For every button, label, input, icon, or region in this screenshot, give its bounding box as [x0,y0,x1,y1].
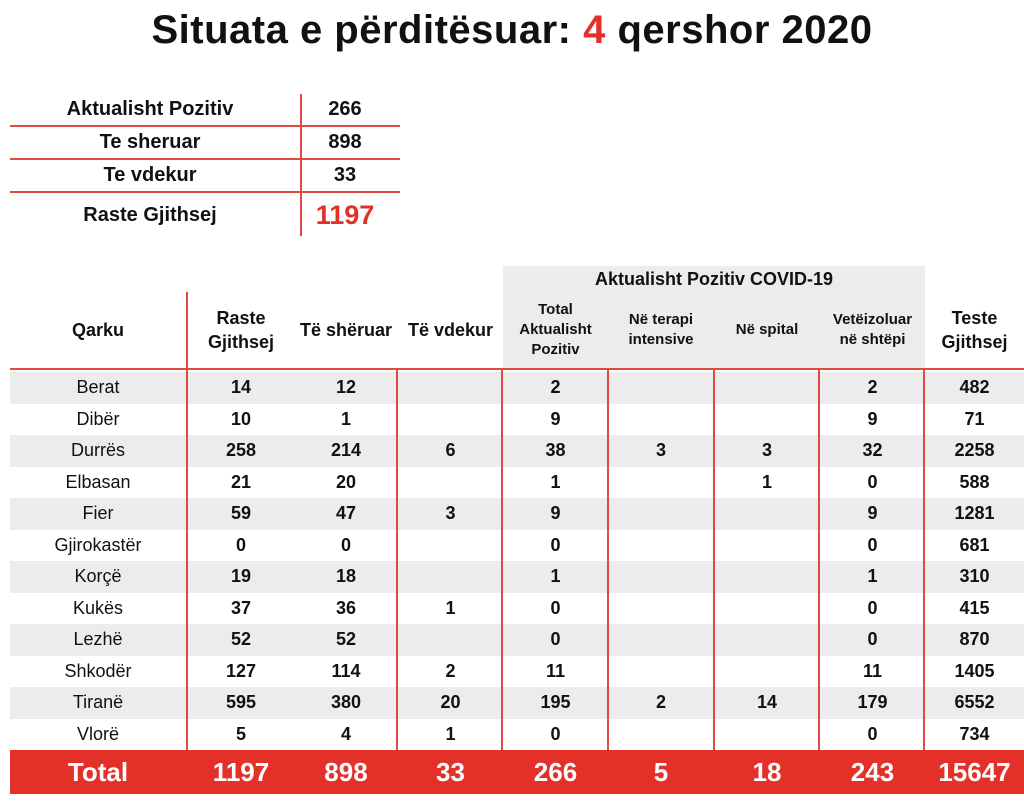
summary-value: 1197 [315,199,375,230]
total-spital: 18 [752,757,782,787]
col-divider [186,292,188,750]
col-header-sheruar: Të shëruar [299,320,393,340]
table-row [10,624,1024,656]
table-row [10,656,1024,688]
total-label: Total [67,757,129,787]
cell-teste: 71 [964,408,985,429]
col-header-teste: Teste Gjithsej [941,308,1008,352]
cell-teste: 310 [959,566,990,587]
cell-raste: 10 [230,408,252,429]
regions-table [10,266,1024,798]
cell-sheruar: 114 [331,660,361,681]
cell-qarku: Elbasan [65,471,131,492]
total-vetizoluar: 243 [850,757,895,787]
col-header-total-pozitiv: Total Aktualisht Pozitiv [503,292,608,368]
table-row [10,372,1024,404]
cell-teste: 1405 [954,660,995,681]
total-sheruar: 898 [324,757,368,787]
summary-label: Te sheruar [99,131,201,153]
summary-value: 33 [333,164,357,186]
col-header-vetizoluar: Vetëizoluar në shtëpi [820,292,925,368]
cell-raste: 5 [235,723,246,744]
col-header-raste: Raste Gjithsej [207,308,274,352]
cell-terapi: 3 [655,440,666,461]
cell-raste: 258 [225,440,257,461]
cell-vetizoluar: 2 [867,377,878,398]
col-header-vdekur: Të vdekur [407,320,494,340]
cell-total-pozitiv: 0 [550,597,561,618]
cell-qarku: Berat [76,377,120,398]
total-pozitiv: 266 [533,757,578,787]
cell-teste: 870 [959,629,990,650]
cell-qarku: Shkodër [64,660,132,681]
cell-teste: 415 [959,597,990,618]
cell-teste: 2258 [954,440,995,461]
cell-vetizoluar: 0 [867,534,878,555]
cell-vdekur: 1 [445,723,456,744]
cell-sheruar: 52 [335,629,357,650]
cell-total-pozitiv: 38 [545,440,566,461]
total-teste: 15647 [938,757,1011,787]
cell-vetizoluar: 11 [862,660,883,681]
table-row [10,530,1024,562]
cell-raste: 19 [230,566,252,587]
cell-total-pozitiv: 0 [550,534,561,555]
cell-raste: 52 [230,629,252,650]
col-divider [396,370,398,750]
cell-spital: 1 [761,471,772,492]
cell-total-pozitiv: 0 [550,629,561,650]
cell-vetizoluar: 0 [867,597,878,618]
table-row [10,719,1024,751]
cell-qarku: Gjirokastër [54,534,142,555]
cell-teste: 588 [959,471,990,492]
cell-total-pozitiv: 9 [550,503,561,524]
page-title [0,8,1024,53]
cell-vetizoluar: 0 [867,629,878,650]
table-row [10,435,1024,467]
cell-teste: 734 [959,723,990,744]
cell-vetizoluar: 179 [857,692,888,713]
col-divider [818,370,820,750]
cell-sheruar: 20 [335,471,357,492]
summary-table [10,94,400,237]
cell-vdekur: 1 [445,597,456,618]
cell-qarku: Korçë [74,566,122,587]
total-vdekur: 33 [436,757,465,787]
summary-row-recovered [10,127,400,160]
cell-sheruar: 36 [335,597,357,618]
cell-vetizoluar: 1 [867,566,878,587]
cell-vetizoluar: 0 [867,471,878,492]
cell-sheruar: 0 [340,534,351,555]
total-raste: 1197 [212,757,270,787]
col-header-spital: Në spital [714,292,820,368]
title-day: 4 [583,8,606,52]
cell-qarku: Tiranë [72,692,124,713]
cell-qarku: Vlorë [76,723,120,744]
total-terapi: 5 [653,757,669,787]
cell-teste: 681 [959,534,990,555]
table-row [10,404,1024,436]
cell-teste: 6552 [954,692,995,713]
cell-raste: 37 [230,597,252,618]
cell-total-pozitiv: 1 [550,566,561,587]
title-suffix: qershor 2020 [617,8,873,52]
cell-vdekur: 3 [445,503,456,524]
cell-sheruar: 1 [340,408,351,429]
cell-qarku: Dibër [76,408,120,429]
cell-raste: 21 [230,471,252,492]
col-divider [607,370,609,750]
table-row [10,561,1024,593]
cell-teste: 1281 [954,503,995,524]
table-row [10,593,1024,625]
cell-raste: 59 [230,503,252,524]
cell-total-pozitiv: 11 [545,660,566,681]
cell-total-pozitiv: 195 [540,692,571,713]
cell-vetizoluar: 9 [867,503,878,524]
cell-total-pozitiv: 0 [550,723,561,744]
cell-qarku: Fier [82,503,114,524]
summary-row-deaths [10,160,400,193]
cell-raste: 127 [225,660,257,681]
col-divider [923,370,925,750]
cell-spital: 3 [761,440,772,461]
table-row [10,687,1024,719]
summary-label: Te vdekur [103,164,197,186]
header-divider [10,368,1024,370]
cell-spital: 14 [756,692,778,713]
summary-row-total [10,193,400,237]
cell-total-pozitiv: 2 [550,377,561,398]
cell-vdekur: 6 [445,440,456,461]
table-row [10,467,1024,499]
cell-qarku: Lezhë [73,629,123,650]
summary-value: 898 [328,131,362,153]
cell-total-pozitiv: 9 [550,408,561,429]
cell-sheruar: 4 [340,723,351,744]
summary-label: Raste Gjithsej [83,203,217,226]
group-header: Aktualisht Pozitiv COVID-19 [503,266,925,292]
table-row [10,498,1024,530]
col-divider [713,370,715,750]
title-prefix: Situata e përditësuar: [151,8,572,52]
cell-terapi: 2 [655,692,666,713]
cell-sheruar: 214 [330,440,362,461]
cell-teste: 482 [959,377,990,398]
col-header-qarku: Qarku [71,320,125,340]
summary-row-active [10,94,400,127]
cell-qarku: Kukës [72,597,124,618]
cell-sheruar: 12 [335,377,357,398]
cell-qarku: Durrës [70,440,125,461]
cell-sheruar: 47 [335,503,357,524]
total-row [10,750,1024,794]
cell-vetizoluar: 0 [867,723,878,744]
cell-sheruar: 380 [330,692,362,713]
summary-value: 266 [328,98,362,120]
cell-vdekur: 2 [445,660,456,681]
col-header-terapi: Në terapi intensive [608,292,714,368]
cell-vdekur: 20 [440,692,461,713]
cell-raste: 595 [225,692,257,713]
cell-sheruar: 18 [335,566,357,587]
cell-total-pozitiv: 1 [550,471,561,492]
cell-raste: 0 [235,534,246,555]
cell-raste: 14 [230,377,252,398]
col-divider [501,370,503,750]
cell-vetizoluar: 9 [867,408,878,429]
summary-label: Aktualisht Pozitiv [66,98,234,120]
cell-vetizoluar: 32 [862,440,883,461]
